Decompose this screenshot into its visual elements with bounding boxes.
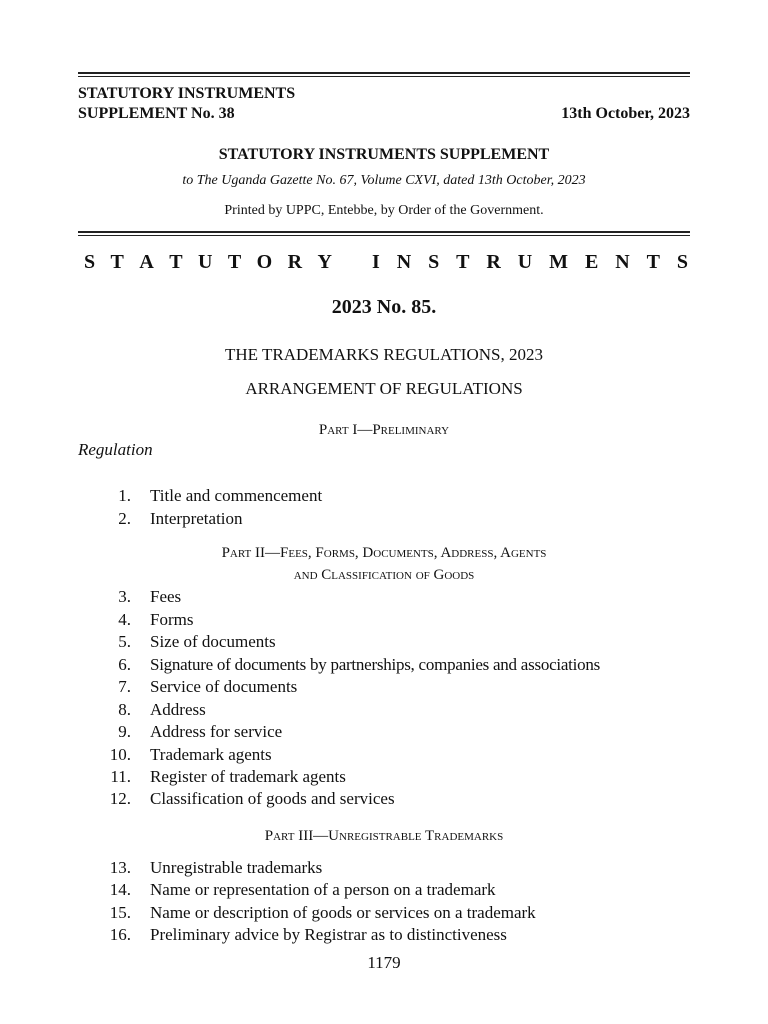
list-item bbox=[78, 676, 718, 698]
heading-letter: T bbox=[169, 251, 183, 273]
part-heading-3 bbox=[78, 825, 690, 847]
list-item bbox=[78, 857, 718, 879]
instrument-number: 2023 No. 85. bbox=[331, 296, 437, 318]
heading-letter: Y bbox=[317, 251, 332, 273]
item-number: 9. bbox=[118, 722, 131, 741]
part-heading-1 bbox=[78, 419, 690, 441]
item-number: 1. bbox=[118, 486, 131, 505]
regulation-column-label: Regulation bbox=[78, 440, 153, 459]
part-heading-line: Part III—Unregistrable Trademarks bbox=[264, 828, 504, 844]
top-double-rule bbox=[78, 72, 690, 77]
heading-letter: S bbox=[428, 251, 440, 273]
item-number: 16. bbox=[109, 925, 131, 944]
supplement-label bbox=[78, 84, 295, 124]
part-heading-line: and Classification of Goods bbox=[293, 567, 475, 583]
item-text: Fees bbox=[150, 587, 182, 606]
heading-letter: T bbox=[646, 251, 660, 273]
item-number: 3. bbox=[118, 587, 131, 606]
list-item bbox=[78, 744, 718, 766]
heading-letter: U bbox=[517, 251, 533, 273]
list-item bbox=[78, 508, 718, 530]
item-text: Unregistrable trademarks bbox=[150, 858, 323, 877]
heading-letter: E bbox=[584, 251, 599, 273]
item-text: Trademark agents bbox=[150, 745, 272, 764]
heading-letter: N bbox=[615, 251, 630, 273]
heading-letter: O bbox=[256, 251, 273, 273]
heading-word-instruments bbox=[372, 250, 688, 274]
list-item bbox=[78, 609, 718, 631]
heading-letter: T bbox=[227, 251, 242, 273]
item-text: Address bbox=[150, 700, 206, 719]
item-number: 13. bbox=[109, 858, 131, 877]
item-number: 14. bbox=[109, 880, 131, 899]
part-heading-2 bbox=[78, 542, 690, 586]
list-item bbox=[78, 699, 718, 721]
list-item bbox=[78, 586, 718, 608]
heading-letter: T bbox=[456, 251, 470, 273]
supplement-label-line1: STATUTORY INSTRUMENTS bbox=[78, 85, 296, 102]
supplement-label-line2: SUPPLEMENT No. 38 bbox=[78, 105, 235, 122]
list-item bbox=[78, 924, 718, 946]
heading-letter: U bbox=[197, 251, 213, 273]
item-number: 2. bbox=[118, 509, 131, 528]
part-heading-line: Part II—Fees, Forms, Documents, Address, Agents bbox=[221, 545, 547, 561]
item-number: 12. bbox=[109, 789, 131, 808]
item-text: Name or description of goods or services on a trademark bbox=[150, 903, 536, 922]
gazette-reference: to The Uganda Gazette No. 67, Volume CXVI, dated 13th October, 2023 bbox=[182, 173, 586, 188]
item-text: Address for service bbox=[150, 722, 283, 741]
heading-letter: N bbox=[396, 251, 412, 273]
item-text: Forms bbox=[150, 610, 194, 629]
list-item bbox=[78, 902, 718, 924]
item-number: 6. bbox=[118, 655, 131, 674]
list-item bbox=[78, 788, 718, 810]
list-item bbox=[78, 631, 718, 653]
list-item bbox=[78, 485, 718, 507]
item-number: 10. bbox=[109, 745, 131, 764]
page-number: 1179 bbox=[367, 953, 401, 972]
item-number: 5. bbox=[118, 632, 131, 651]
item-number: 11. bbox=[110, 767, 131, 786]
middle-double-rule bbox=[78, 231, 690, 236]
heading-word-statutory bbox=[84, 250, 332, 274]
item-text: Signature of documents by partnerships, companies and associations bbox=[150, 655, 600, 674]
statutory-instruments-heading bbox=[84, 250, 688, 274]
item-number: 8. bbox=[118, 700, 131, 719]
list-item bbox=[78, 654, 718, 676]
item-text: Preliminary advice by Registrar as to distinctiveness bbox=[150, 925, 507, 944]
item-number: 15. bbox=[109, 903, 131, 922]
heading-letter: R bbox=[287, 251, 303, 273]
list-item bbox=[78, 721, 718, 743]
item-text: Name or representation of a person on a trademark bbox=[150, 880, 496, 899]
heading-letter: A bbox=[139, 251, 154, 273]
list-item bbox=[78, 766, 718, 788]
item-text: Interpretation bbox=[150, 509, 243, 528]
supplement-title: STATUTORY INSTRUMENTS SUPPLEMENT bbox=[218, 146, 550, 163]
heading-letter: T bbox=[110, 251, 124, 273]
heading-letter: R bbox=[486, 251, 501, 273]
arrangement-title: ARRANGEMENT OF REGULATIONS bbox=[245, 379, 523, 398]
part-heading-line: Part I—Preliminary bbox=[318, 422, 450, 438]
item-text: Title and commencement bbox=[150, 486, 323, 505]
item-text: Register of trademark agents bbox=[150, 767, 346, 786]
printer-note: Printed by UPPC, Entebbe, by Order of the Government. bbox=[224, 203, 544, 218]
publication-date: 13th October, 2023 bbox=[561, 105, 690, 122]
heading-letter: I bbox=[372, 251, 380, 273]
heading-letter: S bbox=[676, 251, 688, 273]
heading-letter: S bbox=[84, 251, 96, 273]
item-number: 7. bbox=[118, 677, 131, 696]
list-item bbox=[78, 879, 718, 901]
regulations-title: THE TRADEMARKS REGULATIONS, 2023 bbox=[225, 345, 543, 364]
item-number: 4. bbox=[118, 610, 131, 629]
item-text: Service of documents bbox=[150, 677, 298, 696]
heading-letter: M bbox=[549, 251, 569, 273]
item-text: Size of documents bbox=[150, 632, 276, 651]
item-text: Classification of goods and services bbox=[150, 789, 395, 808]
